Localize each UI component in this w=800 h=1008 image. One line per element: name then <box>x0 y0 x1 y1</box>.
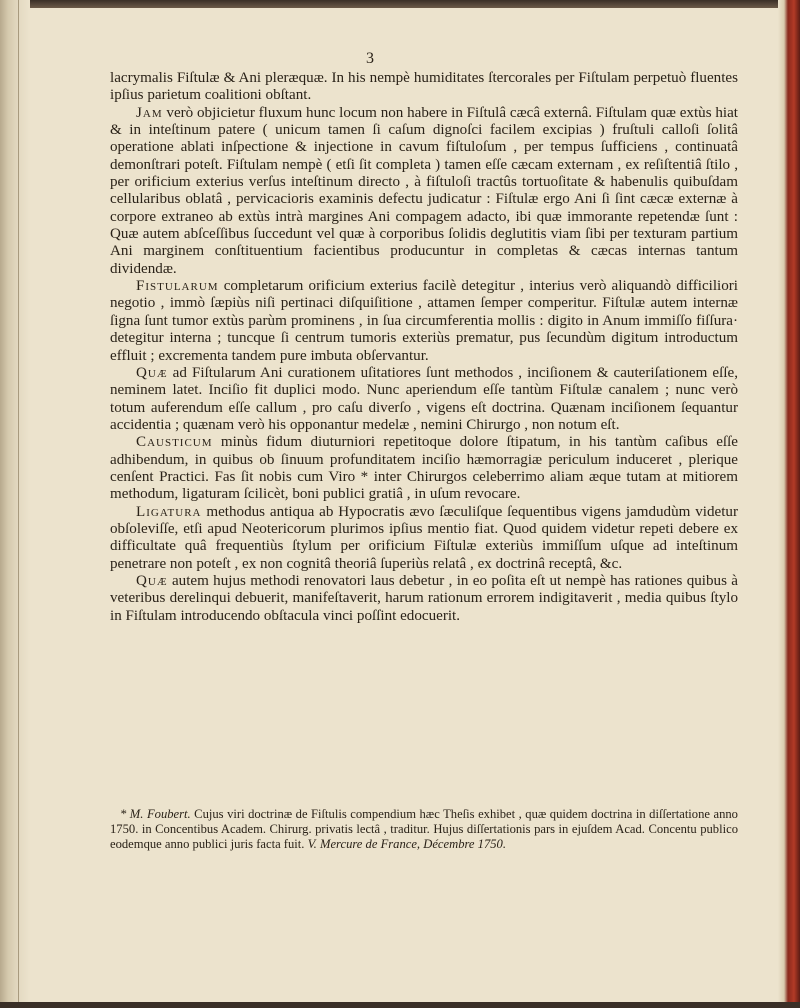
footnote-text: Cujus viri doctrinæ de Fiſtulis compendium hæc Theſis exhibet , quæ quidem doctrina in diſſertatione anno 1750. in Concentibus Academ. Chirurg. privatis lectâ , traditur. Hujus diſſertationis pars in ejuſdem Acad. Concentu publico eodemque anno publici juris facta fuit. <box>110 807 738 851</box>
paragraph-text: methodus antiqua ab Hypocratis ævo ſæculiſque ſequentibus vigens jamdudùm videtur obſoleviſſe, etſi apud Neotericorum plurimos ipſius mentio fiat. Quod quidem videtur repeti debere ex difficultate quâ frequentiùs ſtylum per orificium Fiſtulæ exteriùs immiſſum uſque ad inteſtinum penetrare non poteſt , ex non cognitâ theoriâ ſuperiùs relatâ , ex doctrinâ receptâ, &c. <box>110 503 738 572</box>
paragraph-text: autem hujus methodi renovatori laus debetur , in eo poſita eſt ut nempè has rationes quibus à veteribus derelinqui debuerit, manifeſtaverit, harum rationum errorem indigitaverit , media quibus ſtylo in Fiſtulam introducendo obſtacula vinci poſſint edocuerit. <box>110 572 738 624</box>
gutter-rule <box>18 0 19 1008</box>
paragraph <box>110 504 738 573</box>
paragraph <box>110 105 738 278</box>
paragraph <box>110 434 738 503</box>
paragraph-text: completarum orificium exterius facilè detegitur , interius verò aliquandò difficiliori negotio , immò ſæpiùs niſi pertinaci diſquiſitione , attamen ſemper comperitur. Fiſtulæ autem internæ ſigna ſunt tumor extùs parùm prominens , in ſua circumferentia mollis : digito in Anum immiſſo fiſſura· detegitur interna ; tuncque ſi centrum tumoris exteriùs prematur, pus ſecundùm digitum introductum effluit ; excrementa tandem pure imbuta obſervantur. <box>110 278 738 364</box>
footnote-reference: V. Mercure de France, Décembre 1750. <box>307 836 506 851</box>
paragraph-text: lacrymalis Fiſtulæ & Ani pleræquæ. In his nempè humiditates ſtercorales per Fiſtulam perpetuò fluentes ipſius parietum coalitioni obſtant. <box>110 70 738 104</box>
paragraph-text: verò objicietur fluxum hunc locum non habere in Fiſtulâ cæcâ externâ. Fiſtulam quæ extùs hiat & in inteſtinum patere ( unicum tamen ſi caſum dignoſci facilem excipias ) fruſtuli calloſi ſolitâ operatione ablati inſpectione & injectione in cavum fiſtuloſum , per tempus ſufficiens , continuatâ demonſtrari poteſt. Fiſtulam nempè ( etſi ſit completa ) tamen eſſe cæcam externam , ex reſiſtentiâ ſtilo , per orificium exterius verſus inteſtinum directo , à fiſtuloſi tractûs tortuoſitate & habenulis quibuſdam cellularibus oblatâ , pervicacioris examinis defectu judicatur : Fiſtulæ ergo Ani ſi ſint cæcæ externæ à corpore extraneo ab extùs intrà margines Ani compagem adacto, ibi quæ immorante repetendæ ſunt : Quæ autem abſceſſibus ſuccedunt vel quæ à corporibus ſolidis deglutitis viam ſibi per texturam partium Ani marginem conſtituentium facientibus producuntur in completas & cæcas internas tantum dividendæ. <box>110 104 738 277</box>
paragraph-text: ad Fiſtularum Ani curationem uſitatiores ſunt methodos , inciſionem & cauteriſationem eſſe, neminem latet. Inciſio fit duplici modo. Nunc aperiendum eſſe tantùm Fiſtulæ canalem ; nunc verò totum auferendum eſſe callum , pro caſu diverſo , vigens eſt doctrina. Quænam inciſionem ſequantur accidentia ; quænam verò his opponantur medelæ , nemini Chirurgo , non notum eſt. <box>110 364 738 433</box>
paragraph-lead-word: Fistularum <box>136 278 219 295</box>
footnote-paragraph <box>110 807 738 851</box>
footnote <box>110 807 738 851</box>
body-text <box>110 70 738 625</box>
paragraph-lead-word: Ligatura <box>136 503 202 520</box>
book-binding-edge <box>778 0 800 1008</box>
paragraph <box>110 70 738 105</box>
paragraph <box>110 573 738 625</box>
footnote-marker: * M. Foubert. <box>120 807 191 821</box>
paragraph <box>110 278 738 365</box>
paragraph-lead-word: Quæ <box>136 364 168 381</box>
paragraph <box>110 365 738 434</box>
paragraph-lead-word: Causticum <box>136 434 213 451</box>
paragraph-lead-word: Quæ <box>136 572 168 589</box>
paragraph-text: minùs fidum diuturniori repetitoque dolore ſtipatum, in his tantùm caſibus eſſe adhibendum, in quibus ob ſinuum profunditatem inciſio hæmorragiæ periculum induceret , plerique cenſent Practici. Fas ſit nobis cum Viro * inter Chirurgos celeberrimo aliam æque tutam at mitiorem methodum, ligaturam ſcilicèt, boni publici gratiâ , in uſum revocare. <box>110 434 738 503</box>
paragraph-lead-word: Jam <box>136 104 163 121</box>
scan-top-edge <box>0 0 800 8</box>
book-gutter <box>0 0 30 1008</box>
scan-bottom-edge <box>0 1002 800 1008</box>
page-number: 3 <box>366 50 374 67</box>
